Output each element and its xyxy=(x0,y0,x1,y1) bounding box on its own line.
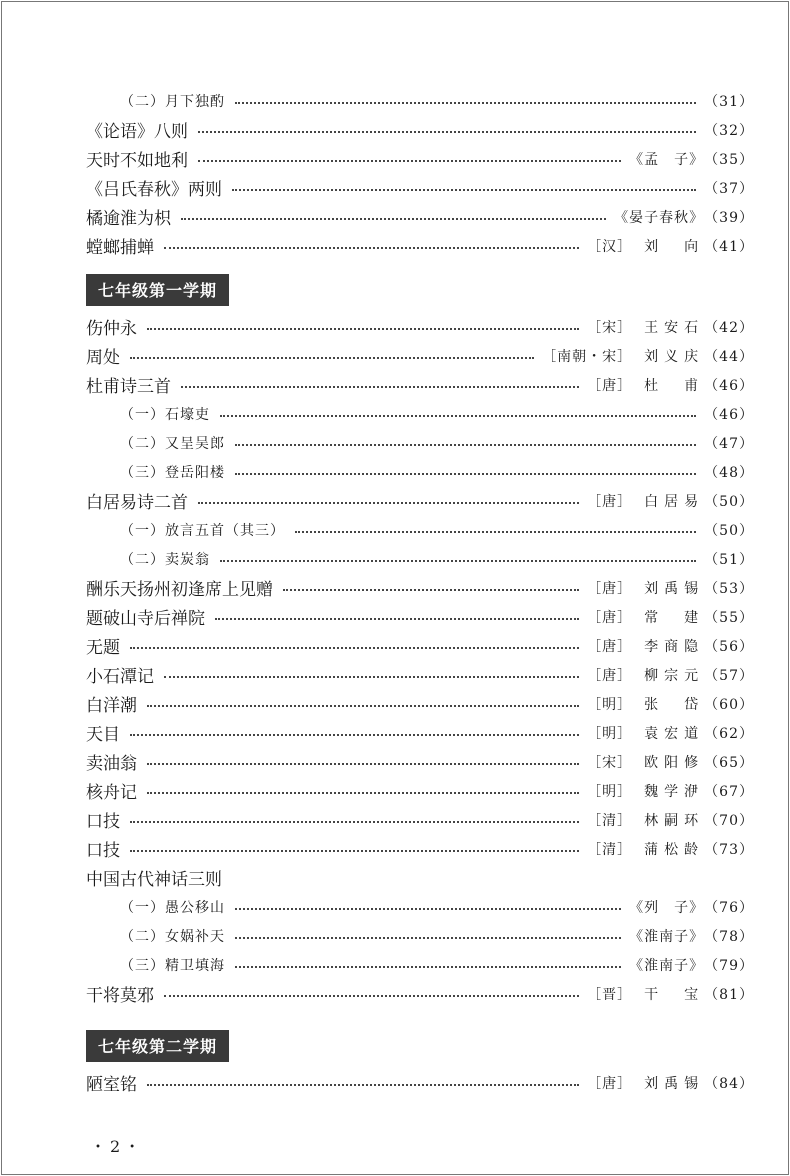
toc-subentry xyxy=(86,544,754,573)
entry-title: （二）卖炭翁 xyxy=(120,551,210,568)
dot-leader xyxy=(147,1084,579,1086)
entry-author: 王安石 xyxy=(644,319,705,336)
toc-entry xyxy=(86,573,754,602)
dot-leader xyxy=(198,160,621,162)
section-header-grade7-term1: 七年级第一学期 xyxy=(86,274,229,306)
entry-title: （一）石壕吏 xyxy=(120,406,210,423)
dot-leader xyxy=(283,589,579,591)
entry-source: 《淮南子》 xyxy=(629,957,705,974)
entry-page: （31） xyxy=(704,93,754,110)
dot-leader xyxy=(235,908,621,910)
table-of-contents xyxy=(86,86,754,1097)
entry-info xyxy=(587,781,754,801)
toc-entry xyxy=(86,115,754,144)
entry-info xyxy=(629,149,754,169)
entry-info xyxy=(587,694,754,714)
toc-subentry xyxy=(86,457,754,486)
toc-entry xyxy=(86,776,754,805)
toc-entry xyxy=(86,341,754,370)
entry-title: 口技 xyxy=(86,812,120,832)
entry-title: 《论语》八则 xyxy=(86,122,188,142)
dot-leader xyxy=(181,386,579,388)
dot-leader xyxy=(235,473,696,475)
toc-entry xyxy=(86,834,754,863)
entry-page: （50） xyxy=(704,493,754,510)
entry-page: （50） xyxy=(704,522,754,539)
entry-page: （44） xyxy=(704,348,754,365)
entry-source: ［南朝・宋］ xyxy=(542,348,633,365)
entry-title: 陋室铭 xyxy=(86,1075,137,1095)
entry-source: ［唐］ xyxy=(587,377,633,394)
entry-page: （35） xyxy=(704,151,754,168)
entry-page: （67） xyxy=(704,783,754,800)
entry-info xyxy=(542,346,754,366)
entry-source: ［唐］ xyxy=(587,638,633,655)
dot-leader xyxy=(130,850,579,852)
entry-page: （56） xyxy=(704,638,754,655)
entry-title: 天时不如地利 xyxy=(86,151,188,171)
entry-info xyxy=(587,317,754,337)
dot-leader xyxy=(220,415,696,417)
entry-page: （62） xyxy=(704,725,754,742)
entry-source: ［宋］ xyxy=(587,754,633,771)
entry-title: 伤仲永 xyxy=(86,319,137,339)
entry-info xyxy=(614,207,754,227)
entry-info xyxy=(704,462,754,482)
entry-info xyxy=(704,404,754,424)
dot-leader xyxy=(147,792,579,794)
entry-title: 橘逾淮为枳 xyxy=(86,209,171,229)
entry-source: ［明］ xyxy=(587,725,633,742)
entry-title: 周处 xyxy=(86,348,120,368)
entry-page: （46） xyxy=(704,406,754,423)
entry-title: （三）精卫填海 xyxy=(120,957,225,974)
entry-author: 刘 向 xyxy=(644,238,705,255)
toc-subentry xyxy=(86,86,754,115)
entry-title: 小石潭记 xyxy=(86,667,154,687)
entry-source: 《晏子春秋》 xyxy=(614,209,705,226)
toc-entry xyxy=(86,602,754,631)
toc-entry xyxy=(86,805,754,834)
entry-title: 卖油翁 xyxy=(86,754,137,774)
entry-title: 天目 xyxy=(86,725,120,745)
entry-author: 魏学洢 xyxy=(644,783,705,800)
toc-entry xyxy=(86,231,754,260)
section-header-grade7-term2: 七年级第二学期 xyxy=(86,1030,229,1062)
entry-title: 白洋潮 xyxy=(86,696,137,716)
dot-leader xyxy=(235,937,621,939)
toc-entry xyxy=(86,631,754,660)
entry-author: 袁宏道 xyxy=(644,725,705,742)
dot-leader xyxy=(147,328,579,330)
entry-page: （79） xyxy=(704,957,754,974)
entry-title: 酬乐天扬州初逢席上见赠 xyxy=(86,580,273,600)
entry-info xyxy=(587,578,754,598)
toc-subentry xyxy=(86,921,754,950)
entry-page: （53） xyxy=(704,580,754,597)
entry-page: （78） xyxy=(704,928,754,945)
entry-source: ［唐］ xyxy=(587,493,633,510)
entry-title: （一）愚公移山 xyxy=(120,899,225,916)
section-header-wrap xyxy=(86,260,754,312)
entry-page: （32） xyxy=(704,122,754,139)
dot-leader xyxy=(130,734,579,736)
entry-author: 白居易 xyxy=(644,493,705,510)
dot-leader xyxy=(215,618,579,620)
entry-page: （84） xyxy=(704,1075,754,1092)
toc-block-3 xyxy=(86,1068,754,1097)
dot-leader xyxy=(164,676,579,678)
toc-block-2 xyxy=(86,312,754,1008)
dot-leader xyxy=(220,560,696,562)
entry-info xyxy=(587,810,754,830)
entry-page: （41） xyxy=(704,238,754,255)
toc-entry xyxy=(86,747,754,776)
entry-source: 《孟 子》 xyxy=(629,151,705,168)
entry-page: （76） xyxy=(704,899,754,916)
dot-leader xyxy=(147,705,579,707)
entry-title: 中国古代神话三则 xyxy=(86,870,222,890)
entry-title: （一）放言五首（其三） xyxy=(120,522,285,539)
entry-info xyxy=(704,178,754,198)
entry-page: （48） xyxy=(704,464,754,481)
entry-source: ［唐］ xyxy=(587,667,633,684)
entry-source: 《淮南子》 xyxy=(629,928,705,945)
entry-author: 刘禹锡 xyxy=(644,1075,705,1092)
entry-author: 李商隐 xyxy=(644,638,705,655)
entry-title: 无题 xyxy=(86,638,120,658)
entry-source: ［汉］ xyxy=(587,238,633,255)
toc-entry xyxy=(86,312,754,341)
dot-leader xyxy=(181,218,606,220)
entry-title: （二）女娲补天 xyxy=(120,928,225,945)
toc-entry xyxy=(86,979,754,1008)
entry-info xyxy=(587,723,754,743)
entry-info xyxy=(587,375,754,395)
entry-author: 刘义庆 xyxy=(644,348,705,365)
toc-entry xyxy=(86,1068,754,1097)
entry-page: （57） xyxy=(704,667,754,684)
toc-subentry xyxy=(86,428,754,457)
entry-info xyxy=(587,491,754,511)
entry-info xyxy=(704,520,754,540)
entry-info xyxy=(629,955,754,975)
entry-info xyxy=(587,1073,754,1093)
toc-entry xyxy=(86,689,754,718)
entry-title: 核舟记 xyxy=(86,783,137,803)
entry-page: （46） xyxy=(704,377,754,394)
entry-author: 张 岱 xyxy=(644,696,705,713)
entry-author: 蒲松龄 xyxy=(644,841,705,858)
entry-info xyxy=(629,926,754,946)
entry-info xyxy=(629,897,754,917)
toc-entry xyxy=(86,173,754,202)
dot-leader xyxy=(235,102,696,104)
entry-info xyxy=(704,120,754,140)
entry-page: （47） xyxy=(704,435,754,452)
entry-source: ［明］ xyxy=(587,783,633,800)
dot-leader xyxy=(295,531,696,533)
toc-entry xyxy=(86,486,754,515)
entry-source: ［唐］ xyxy=(587,1075,633,1092)
entry-page: （60） xyxy=(704,696,754,713)
entry-title: （三）登岳阳楼 xyxy=(120,464,225,481)
entry-author: 常 建 xyxy=(644,609,705,626)
entry-title: 《吕氏春秋》两则 xyxy=(86,180,222,200)
dot-leader xyxy=(235,966,621,968)
entry-title: 螳螂捕蝉 xyxy=(86,238,154,258)
entry-title: 题破山寺后禅院 xyxy=(86,609,205,629)
dot-leader xyxy=(130,821,579,823)
toc-entry xyxy=(86,863,754,892)
entry-author: 林嗣环 xyxy=(644,812,705,829)
entry-author: 杜 甫 xyxy=(644,377,705,394)
dot-leader xyxy=(130,357,534,359)
entry-title: 白居易诗二首 xyxy=(86,493,188,513)
entry-info xyxy=(704,549,754,569)
section-header-wrap xyxy=(86,1008,754,1068)
entry-info xyxy=(587,665,754,685)
dot-leader xyxy=(164,995,579,997)
page-number: ・2・ xyxy=(90,1137,145,1156)
entry-source: ［唐］ xyxy=(587,580,633,597)
toc-entry xyxy=(86,660,754,689)
toc-entry xyxy=(86,370,754,399)
toc-entry xyxy=(86,144,754,173)
entry-page: （37） xyxy=(704,180,754,197)
entry-source: ［清］ xyxy=(587,841,633,858)
entry-author: 欧阳修 xyxy=(644,754,705,771)
dot-leader xyxy=(198,502,579,504)
entry-info xyxy=(587,984,754,1004)
entry-page: （65） xyxy=(704,754,754,771)
entry-source: ［晋］ xyxy=(587,986,633,1003)
entry-info xyxy=(587,752,754,772)
entry-info xyxy=(587,839,754,859)
toc-entry xyxy=(86,718,754,747)
entry-page: （70） xyxy=(704,812,754,829)
entry-info xyxy=(587,607,754,627)
entry-source: ［宋］ xyxy=(587,319,633,336)
toc-entry xyxy=(86,202,754,231)
entry-page: （39） xyxy=(704,209,754,226)
dot-leader xyxy=(164,247,579,249)
toc-subentry xyxy=(86,892,754,921)
toc-subentry xyxy=(86,515,754,544)
entry-page: （55） xyxy=(704,609,754,626)
dot-leader xyxy=(235,444,696,446)
entry-source: ［明］ xyxy=(587,696,633,713)
dot-leader xyxy=(147,763,579,765)
entry-page: （73） xyxy=(704,841,754,858)
entry-info xyxy=(587,236,754,256)
entry-title: 干将莫邪 xyxy=(86,986,154,1006)
entry-author: 柳宗元 xyxy=(644,667,705,684)
entry-page: （81） xyxy=(704,986,754,1003)
toc-subentry xyxy=(86,950,754,979)
entry-source: 《列 子》 xyxy=(629,899,705,916)
entry-source: ［清］ xyxy=(587,812,633,829)
entry-author: 干 宝 xyxy=(644,986,705,1003)
entry-title: （二）月下独酌 xyxy=(120,93,225,110)
toc-block-1 xyxy=(86,86,754,260)
dot-leader xyxy=(130,647,579,649)
entry-info xyxy=(704,433,754,453)
entry-page: （51） xyxy=(704,551,754,568)
entry-info xyxy=(587,636,754,656)
entry-source: ［唐］ xyxy=(587,609,633,626)
entry-page: （42） xyxy=(704,319,754,336)
entry-author: 刘禹锡 xyxy=(644,580,705,597)
toc-subentry xyxy=(86,399,754,428)
dot-leader xyxy=(232,189,696,191)
entry-title: 杜甫诗三首 xyxy=(86,377,171,397)
dot-leader xyxy=(198,131,696,133)
entry-title: 口技 xyxy=(86,841,120,861)
entry-info xyxy=(704,91,754,111)
entry-title: （二）又呈吴郎 xyxy=(120,435,225,452)
